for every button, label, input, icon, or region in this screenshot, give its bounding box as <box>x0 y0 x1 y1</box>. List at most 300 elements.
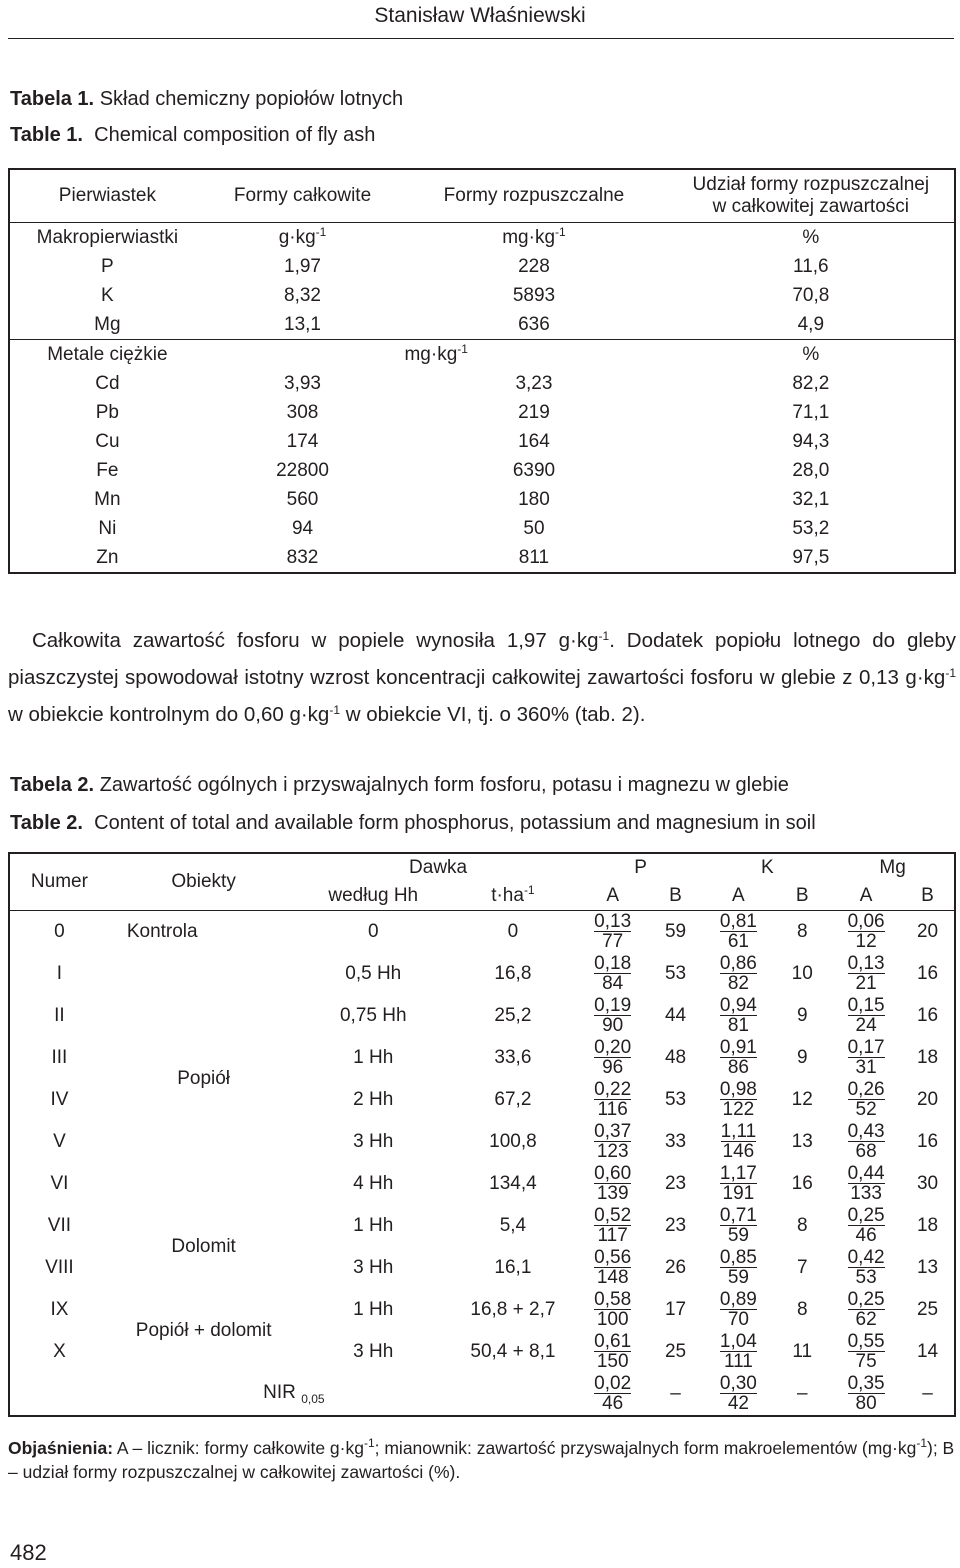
fraction-numerator: 0,86 <box>719 952 757 974</box>
fraction-cell <box>831 1289 901 1331</box>
fraction-denominator: 123 <box>596 1140 629 1162</box>
value-cell: 53 <box>664 1089 687 1110</box>
fraction <box>594 1122 631 1161</box>
col-header: B <box>901 882 955 911</box>
fraction <box>594 1248 631 1287</box>
table-cell: 228 <box>518 255 550 277</box>
fraction-denominator: 31 <box>855 1056 877 1078</box>
col-header: Dawka <box>409 857 468 878</box>
table-row <box>9 485 955 514</box>
dose-tha: 33,6 <box>494 1047 532 1068</box>
unit-cell: % <box>802 343 820 365</box>
dose-tha: 25,2 <box>494 1005 532 1026</box>
unit-cell: $mg\cdot kg^{-1}$ <box>404 341 468 365</box>
fraction <box>720 1164 757 1203</box>
fraction <box>720 1206 757 1245</box>
table-cell: 70,8 <box>792 284 830 306</box>
value-cell: 11 <box>792 1341 813 1362</box>
table-row <box>9 252 955 281</box>
fraction <box>720 1374 757 1413</box>
row-number: V <box>53 1131 66 1152</box>
fraction <box>848 912 885 951</box>
fraction-denominator: 80 <box>855 1392 877 1414</box>
group-label: Popiół + dolomit <box>135 1320 272 1341</box>
fraction-denominator: 133 <box>850 1182 882 1204</box>
fraction-cell <box>831 1037 901 1079</box>
value-cell: 18 <box>916 1047 939 1068</box>
unit-row <box>9 340 955 370</box>
fraction <box>594 1038 631 1077</box>
fraction <box>594 954 631 993</box>
fraction-denominator: 21 <box>855 972 877 994</box>
fraction-denominator: 117 <box>597 1224 628 1246</box>
fraction-cell <box>703 1247 773 1289</box>
fraction-denominator: 77 <box>602 930 624 952</box>
table-cell: 50 <box>523 517 545 539</box>
dose-hh: 0,75 Hh <box>339 1005 407 1026</box>
table-cell: 636 <box>400 310 667 340</box>
value-cell: 33 <box>664 1131 687 1152</box>
dose-hh: 4 Hh <box>353 1173 394 1194</box>
table1-header-row <box>9 169 955 223</box>
dose-hh: 1 Hh <box>353 1047 394 1068</box>
row-number: I <box>56 963 63 984</box>
table-cell: 6390 <box>512 459 556 481</box>
unit-cell: $g\cdot kg^{-1}$ <box>278 224 327 248</box>
unit-row <box>9 223 955 253</box>
table-cell: 164 <box>518 430 550 452</box>
unit-cell: $mg\cdot kg^{-1}$ <box>502 224 566 248</box>
value-cell: 16 <box>916 963 939 984</box>
fraction-numerator: 0,13 <box>594 910 632 932</box>
table-row <box>9 427 955 456</box>
table-cell: 811 <box>518 546 550 568</box>
fraction-cell <box>578 1373 648 1416</box>
fraction-cell <box>703 1373 773 1416</box>
fraction-denominator: 68 <box>855 1140 877 1162</box>
nir-row <box>9 1373 955 1416</box>
fraction-numerator: 0,35 <box>847 1372 885 1394</box>
fraction <box>720 1248 757 1287</box>
group-label: Dolomit <box>171 1236 236 1257</box>
fraction-denominator: 46 <box>602 1392 624 1414</box>
table-cell: 180 <box>518 488 550 510</box>
fraction-cell <box>703 995 773 1037</box>
value-cell: 48 <box>664 1047 687 1068</box>
table-cell: K <box>101 284 114 306</box>
col-header: B <box>773 882 831 911</box>
value-cell: 8 <box>796 921 808 942</box>
value-cell: – <box>796 1383 808 1404</box>
section-label: Makropierwiastki <box>36 226 179 248</box>
table-cell: 560 <box>286 488 319 510</box>
fraction <box>848 996 885 1035</box>
row-number: VII <box>47 1215 72 1236</box>
running-header: Stanisław Właśniewski <box>374 4 586 27</box>
fraction-cell <box>578 953 648 995</box>
fraction-cell <box>831 1121 901 1163</box>
value-cell: 9 <box>796 1047 808 1068</box>
table-cell: Mg <box>9 310 205 340</box>
fraction-denominator: 53 <box>855 1266 877 1288</box>
table-row <box>9 369 955 398</box>
table2-header-row-1 <box>9 853 955 882</box>
table-row <box>9 543 955 573</box>
fraction <box>720 996 757 1035</box>
value-cell: 10 <box>791 963 813 984</box>
fraction <box>594 1290 631 1329</box>
row-number: IX <box>50 1299 69 1320</box>
fraction-denominator: 84 <box>602 972 624 994</box>
fraction-cell <box>831 953 901 995</box>
fraction-denominator: 12 <box>855 930 877 952</box>
fraction-numerator: 0,85 <box>719 1246 757 1268</box>
fraction-numerator: 0,37 <box>594 1120 632 1142</box>
table-cell: 5893 <box>512 284 556 306</box>
value-cell: 16 <box>791 1173 813 1194</box>
fraction <box>720 1332 757 1371</box>
fraction-cell <box>578 1079 648 1121</box>
col-header: A <box>578 882 648 911</box>
fraction-numerator: 1,11 <box>720 1120 757 1142</box>
row-number: IV <box>50 1089 69 1110</box>
dose-tha: 134,4 <box>489 1173 537 1194</box>
fraction-denominator: 75 <box>855 1350 877 1372</box>
value-cell: 53 <box>664 963 687 984</box>
value-cell: 16 <box>916 1005 939 1026</box>
fraction-numerator: 1,04 <box>719 1330 757 1352</box>
fraction <box>720 954 757 993</box>
table-cell: 8,32 <box>284 284 321 306</box>
table-cell: 1,97 <box>284 255 321 277</box>
fraction-cell <box>578 1037 648 1079</box>
table-row <box>9 456 955 485</box>
fraction-cell <box>703 1163 773 1205</box>
fraction-cell <box>831 1205 901 1247</box>
col-header: A <box>831 882 901 911</box>
table-cell: Fe <box>96 459 119 481</box>
fraction-numerator: 1,17 <box>719 1162 757 1184</box>
dose-tha: 5,4 <box>499 1215 527 1236</box>
dose-tha: 50,4 + 8,1 <box>470 1341 556 1362</box>
fraction <box>848 1080 885 1119</box>
fraction-cell <box>578 1121 648 1163</box>
table-cell: P <box>101 255 114 277</box>
fraction-numerator: 0,15 <box>847 994 885 1016</box>
col-header: B <box>648 882 704 911</box>
nir-label <box>9 1373 578 1416</box>
fraction-cell <box>831 995 901 1037</box>
fraction-cell <box>703 1205 773 1247</box>
fraction <box>848 1122 885 1161</box>
value-cell: 12 <box>791 1089 813 1110</box>
fraction-numerator: 0,60 <box>594 1162 632 1184</box>
fraction-cell <box>703 1331 773 1373</box>
body-paragraph: Całkowita zawartość fosforu w popiele wynosiła 1,97 $g\cdot kg^{-1}$. Dodatek popiołu lotnego do gleby piaszczystej spowodował istotny wzrost koncentracji całkowitej zawartości fosforu w glebie z 0,13 $g\cdot kg^{-1}$ w obiekcie kontrolnym do 0,60 $g\cdot kg^{-1}$ w obiekcie VI, tj. o 360% (tab. 2). <box>8 629 956 726</box>
table-cell: 32,1 <box>792 488 830 510</box>
fraction-cell <box>703 1289 773 1331</box>
fraction-denominator: 96 <box>602 1056 624 1078</box>
heavy-rows <box>9 369 955 573</box>
value-cell: 44 <box>664 1005 687 1026</box>
fraction-denominator: 139 <box>596 1182 629 1204</box>
value-cell: 20 <box>916 921 939 942</box>
row-number: VIII <box>45 1257 74 1278</box>
fraction <box>594 912 631 951</box>
fraction <box>720 1080 757 1119</box>
value-cell: 26 <box>664 1257 687 1278</box>
value-cell: 25 <box>916 1299 939 1320</box>
fraction <box>594 1206 631 1245</box>
dose-tha: 67,2 <box>494 1089 532 1110</box>
fraction <box>720 1290 757 1329</box>
fraction-denominator: 122 <box>722 1098 755 1120</box>
table-cell: 97,5 <box>792 546 830 568</box>
fraction-cell <box>831 1373 901 1416</box>
group-label: Popiół <box>177 1068 231 1089</box>
fraction-cell <box>703 1037 773 1079</box>
fraction <box>721 1122 757 1161</box>
value-cell: 13 <box>791 1131 813 1152</box>
fraction-cell <box>831 1163 901 1205</box>
fraction-numerator: 0,20 <box>594 1036 632 1058</box>
table-cell: Pb <box>95 401 119 423</box>
fraction-numerator: 0,17 <box>847 1036 885 1058</box>
col-header: według Hh <box>298 882 448 911</box>
unit-cell: % <box>802 226 820 248</box>
page-number: 482 <box>10 1540 47 1565</box>
table-row <box>9 281 955 310</box>
table-cell: 94,3 <box>792 430 830 452</box>
fraction-numerator: 0,52 <box>594 1204 632 1226</box>
table-cell: Mn <box>94 488 121 510</box>
value-cell: 17 <box>664 1299 687 1320</box>
fraction <box>594 1080 631 1119</box>
fraction-numerator: 0,06 <box>847 910 885 932</box>
group-label: Kontrola <box>126 921 198 942</box>
value-cell: 8 <box>796 1215 808 1236</box>
fraction-denominator: 150 <box>596 1350 629 1372</box>
dose-tha: 16,8 <box>494 963 532 984</box>
fraction-numerator: 0,19 <box>594 994 632 1016</box>
value-cell: 23 <box>664 1215 687 1236</box>
fraction-denominator: 191 <box>722 1182 755 1204</box>
fraction <box>848 954 885 993</box>
fraction-denominator: 46 <box>855 1224 877 1246</box>
table-cell: 28,0 <box>792 459 830 481</box>
table-cell: 94 <box>291 517 314 539</box>
col-header: Udział formy rozpuszczalnej w całkowitej zawartości <box>668 169 955 223</box>
fraction-cell <box>831 1247 901 1289</box>
value-cell: 8 <box>796 1299 808 1320</box>
fraction-cell <box>831 1331 901 1373</box>
table2-caption-en: Table 2. Content of total and available form phosphorus, potassium and magnesium in soil <box>10 812 816 834</box>
value-cell: 20 <box>916 1089 939 1110</box>
value-cell: – <box>922 1383 933 1404</box>
fraction-denominator: 61 <box>727 930 749 952</box>
table-cell: 71,1 <box>792 401 830 423</box>
fraction-denominator: 24 <box>855 1014 877 1036</box>
fraction-denominator: 100 <box>596 1308 629 1330</box>
fraction-denominator: 90 <box>602 1014 624 1036</box>
fraction <box>848 1038 885 1077</box>
fraction-numerator: 0,02 <box>594 1372 632 1394</box>
fraction-numerator: 0,25 <box>847 1288 885 1310</box>
col-header: K <box>760 857 774 878</box>
fraction-cell <box>578 1289 648 1331</box>
fraction <box>848 1290 885 1329</box>
fraction-numerator: 0,25 <box>847 1204 885 1226</box>
fraction-denominator: 81 <box>727 1014 749 1036</box>
table1-caption-pl: Tabela 1. Skład chemiczny popiołów lotnych <box>10 88 404 110</box>
table-cell: 82,2 <box>792 372 830 394</box>
dose-hh: 0,5 Hh <box>345 963 402 984</box>
table-cell: 308 <box>286 401 319 423</box>
fraction-denominator: 62 <box>855 1308 877 1330</box>
fraction-denominator: 146 <box>722 1140 755 1162</box>
table-cell: 4,9 <box>668 310 955 340</box>
col-header: A <box>703 882 773 911</box>
table-cell: 3,23 <box>515 372 553 394</box>
fraction-cell <box>578 995 648 1037</box>
fraction-cell <box>831 1079 901 1121</box>
fraction-numerator: 0,13 <box>847 952 885 974</box>
fraction-cell <box>703 1079 773 1121</box>
fraction <box>848 1206 885 1245</box>
table-row <box>9 514 955 543</box>
col-header: Formy całkowite <box>205 169 401 223</box>
row-number: VI <box>50 1173 69 1194</box>
dose-tha: 0 <box>507 921 519 942</box>
fraction <box>720 912 757 951</box>
fraction-cell <box>578 1205 648 1247</box>
fraction-denominator: 82 <box>727 972 749 994</box>
dose-hh: 2 Hh <box>353 1089 394 1110</box>
dose-tha: 16,1 <box>494 1257 532 1278</box>
table-cell: 22800 <box>276 459 329 481</box>
fraction <box>848 1248 885 1287</box>
row-number: II <box>54 1005 65 1026</box>
fraction-denominator: 148 <box>596 1266 629 1288</box>
fraction-numerator: 0,44 <box>847 1162 885 1184</box>
table-cell: Zn <box>96 546 119 568</box>
table-row <box>9 911 955 954</box>
fraction <box>594 1164 631 1203</box>
table-cell: 3,93 <box>284 372 321 394</box>
row-number: III <box>51 1047 68 1068</box>
row-number: 0 <box>54 921 65 942</box>
table-cell: 53,2 <box>792 517 830 539</box>
fraction-numerator: 0,18 <box>594 952 632 974</box>
fraction-numerator: 0,94 <box>719 994 757 1016</box>
section-label: Metale ciężkie <box>47 343 168 365</box>
dose-hh: 0 <box>367 921 379 942</box>
table2-body <box>9 911 955 1417</box>
fraction-denominator: 42 <box>727 1392 749 1414</box>
fraction-numerator: 0,89 <box>719 1288 757 1310</box>
fraction <box>594 1332 631 1371</box>
fraction-denominator: 70 <box>727 1308 749 1330</box>
fraction-numerator: 0,61 <box>594 1330 632 1352</box>
fraction-numerator: 0,26 <box>847 1078 885 1100</box>
dose-tha: 100,8 <box>489 1131 537 1152</box>
col-header: P <box>634 857 647 878</box>
value-cell: 18 <box>916 1215 939 1236</box>
col-header: Obiekty <box>109 853 299 911</box>
value-cell: 16 <box>916 1131 939 1152</box>
table-cell: 11,6 <box>793 255 829 277</box>
table-row <box>9 398 955 427</box>
fraction-cell <box>578 911 648 954</box>
header-rule <box>8 38 954 39</box>
nir-subscript: 0,05 <box>301 1391 325 1406</box>
value-cell: 59 <box>664 921 687 942</box>
fraction-cell <box>578 1163 648 1205</box>
table1 <box>8 168 956 574</box>
value-cell: 14 <box>916 1341 939 1362</box>
fraction <box>848 1332 885 1371</box>
fraction-numerator: 0,30 <box>719 1372 757 1394</box>
table-cell: 174 <box>286 430 319 452</box>
table1-caption-en: Table 1. Chemical composition of fly ash <box>10 124 376 146</box>
table-cell: 219 <box>518 401 550 423</box>
table-row <box>9 953 955 995</box>
fraction-cell <box>703 1121 773 1163</box>
table-cell: 13,1 <box>205 310 401 340</box>
fraction-cell <box>578 1331 648 1373</box>
col-header: Numer <box>9 853 109 911</box>
fraction-cell <box>578 1247 648 1289</box>
dose-hh: 1 Hh <box>353 1299 394 1320</box>
fraction <box>848 1374 885 1413</box>
dose-hh: 3 Hh <box>353 1341 394 1362</box>
fraction-cell <box>703 911 773 954</box>
dose-hh: 3 Hh <box>353 1131 394 1152</box>
value-cell: 30 <box>916 1173 939 1194</box>
table2-caption-pl: Tabela 2. Zawartość ogólnych i przyswajalnych form fosforu, potasu i magnezu w glebie <box>10 774 789 796</box>
table-cell: Ni <box>98 517 117 539</box>
fraction-numerator: 0,81 <box>719 910 757 932</box>
col-header: Formy rozpuszczalne <box>400 169 667 223</box>
fraction <box>594 996 631 1035</box>
fraction-cell <box>831 911 901 954</box>
value-cell: 7 <box>796 1257 808 1278</box>
macro-rows <box>9 252 955 340</box>
col-header: Mg <box>879 857 906 878</box>
fraction-numerator: 0,43 <box>847 1120 885 1142</box>
fraction-numerator: 0,58 <box>594 1288 632 1310</box>
fraction <box>848 1164 885 1203</box>
fraction-denominator: 111 <box>723 1350 753 1372</box>
dose-hh: 1 Hh <box>353 1215 394 1236</box>
nir-text: NIR <box>263 1382 296 1404</box>
dose-tha: 16,8 + 2,7 <box>470 1299 556 1320</box>
fraction-denominator: 52 <box>855 1098 877 1120</box>
value-cell: 23 <box>664 1173 687 1194</box>
value-cell: 13 <box>916 1257 939 1278</box>
table2 <box>8 852 956 1417</box>
table-row <box>9 1289 955 1331</box>
fraction-numerator: 0,42 <box>847 1246 885 1268</box>
fraction-numerator: 0,55 <box>847 1330 885 1352</box>
dose-hh: 3 Hh <box>353 1257 394 1278</box>
fraction-denominator: 59 <box>727 1266 749 1288</box>
value-cell: – <box>670 1383 681 1404</box>
fraction-denominator: 86 <box>727 1056 749 1078</box>
table-cell: Cu <box>95 430 120 452</box>
value-cell: 9 <box>796 1005 808 1026</box>
fraction-cell <box>703 953 773 995</box>
